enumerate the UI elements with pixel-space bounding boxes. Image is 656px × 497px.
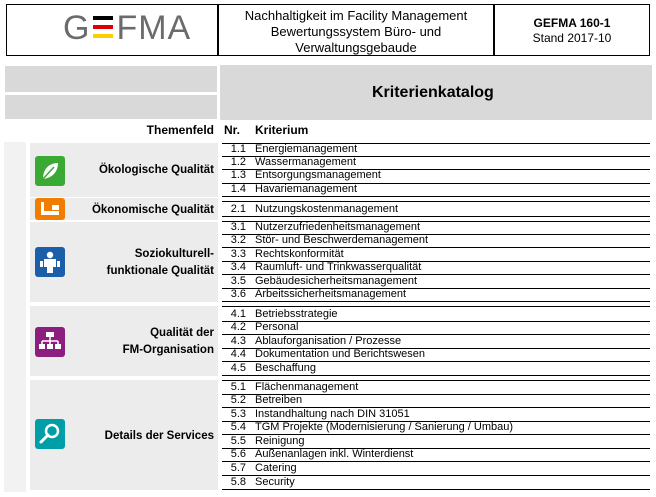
table-row-nr: 5.7 <box>230 462 246 474</box>
table-row-text: Nutzungskostenmanagement <box>255 203 399 215</box>
table-row-text: Catering <box>255 462 297 474</box>
header-doc-cell <box>494 4 650 56</box>
magnifier-icon <box>35 419 65 449</box>
table-row-nr: 2.1 <box>230 203 246 215</box>
person-icon <box>35 247 65 277</box>
table-row-nr: 1.3 <box>230 169 246 181</box>
table-row-nr: 5.4 <box>230 421 246 433</box>
table-row-text: Personal <box>255 321 299 333</box>
table-row-nr: 5.1 <box>230 381 246 393</box>
table-row-nr: 1.4 <box>230 183 246 195</box>
catalog-title: Kriterienkatalog <box>372 84 494 101</box>
table-row-text: TGM Projekte (Modernisierung / Sanierung / Umbau) <box>255 421 513 433</box>
table-row-nr: 3.6 <box>230 288 246 300</box>
table-row-text: Stör- und Beschwerdemanagement <box>255 234 429 246</box>
table-row-nr: 4.3 <box>230 335 246 347</box>
gefma-logo: G FMA <box>63 9 192 47</box>
table-row-text: Außenanlagen inkl. Winterdienst <box>255 448 414 460</box>
table-row-nr: 1.1 <box>230 143 246 155</box>
header-title-cell <box>218 4 494 56</box>
left-band <box>4 142 26 492</box>
table-row-nr: 3.2 <box>230 234 246 246</box>
table-row-text: Rechtskonformität <box>255 248 344 260</box>
table-row-text: Betreiben <box>255 394 303 406</box>
doc-id: GEFMA 160-1 <box>533 16 611 30</box>
catalog-banner <box>220 65 652 120</box>
table-row-text: Entsorgungsmanagement <box>255 169 381 181</box>
header-title-line1: Nachhaltigkeit im Facility Management <box>244 8 468 23</box>
col-header-nr: Nr. <box>224 123 241 137</box>
table-row-text: Instandhaltung nach DIN 31051 <box>255 408 410 420</box>
table-row-text: Nutzerzufriedenheitsmanagement <box>255 221 421 233</box>
category-5-label: Details der Services <box>104 430 214 442</box>
table-row-text: Raumluft- und Trinkwasserqualität <box>255 261 422 273</box>
header-logo-cell <box>6 4 218 56</box>
table-row-nr: 4.4 <box>230 348 246 360</box>
col-header-kriterium: Kriterium <box>255 123 309 137</box>
category-4-label: Qualität der FM-Organisation <box>122 327 214 356</box>
table-row-nr: 5.3 <box>230 408 246 420</box>
doc-status: Stand 2017-10 <box>532 31 612 45</box>
table-row-nr: 3.3 <box>230 248 246 260</box>
table-row-text: Betriebsstrategie <box>255 308 338 320</box>
table-row-nr: 5.6 <box>230 448 246 460</box>
table-row-text: Beschaffung <box>255 362 316 374</box>
cash-register-icon <box>35 198 65 220</box>
table-row-nr: 1.2 <box>230 156 246 168</box>
table-row-nr: 4.1 <box>230 308 246 320</box>
table-row-nr: 3.4 <box>230 261 246 273</box>
org-chart-icon <box>35 327 65 357</box>
grey-block-bottom <box>4 94 218 120</box>
header-title-line2: Bewertungssystem Büro- und <box>270 24 442 39</box>
table-row-text: Dokumentation und Berichtswesen <box>255 348 425 360</box>
table-row-text: Security <box>255 476 295 488</box>
table-row-nr: 3.1 <box>230 221 246 233</box>
table-row-text: Energiemanagement <box>255 143 358 155</box>
table-row-nr: 4.5 <box>230 362 246 374</box>
col-header-themenfeld: Themenfeld <box>146 123 214 137</box>
leaf-icon <box>35 156 65 186</box>
table-row-text: Gebäudesicherheitsmanagement <box>255 275 418 287</box>
table-row-text: Arbeitssicherheitsmanagement <box>255 288 407 300</box>
table-row-text: Havariemanagement <box>255 183 358 195</box>
table-row-nr: 5.5 <box>230 435 246 447</box>
grey-block-top <box>4 65 218 93</box>
table-row-nr: 4.2 <box>230 321 246 333</box>
table-row-nr: 3.5 <box>230 275 246 287</box>
table-row-text: Flächenmanagement <box>255 381 359 393</box>
table-row-text: Reinigung <box>255 435 305 447</box>
category-1-label: Ökologische Qualität <box>98 164 214 176</box>
category-3-label: Soziokulturell- funktionale Qualität <box>106 248 214 277</box>
category-2-label: Ökonomische Qualität <box>91 204 214 216</box>
table-row-nr: 5.2 <box>230 394 246 406</box>
table-row-nr: 5.8 <box>230 476 246 488</box>
header-title-line3: Verwaltungsgebaude <box>295 40 417 55</box>
german-flag-e-icon <box>91 14 115 40</box>
table-row-text: Wassermanagement <box>255 156 357 168</box>
table-row-text: Ablauforganisation / Prozesse <box>255 335 402 347</box>
